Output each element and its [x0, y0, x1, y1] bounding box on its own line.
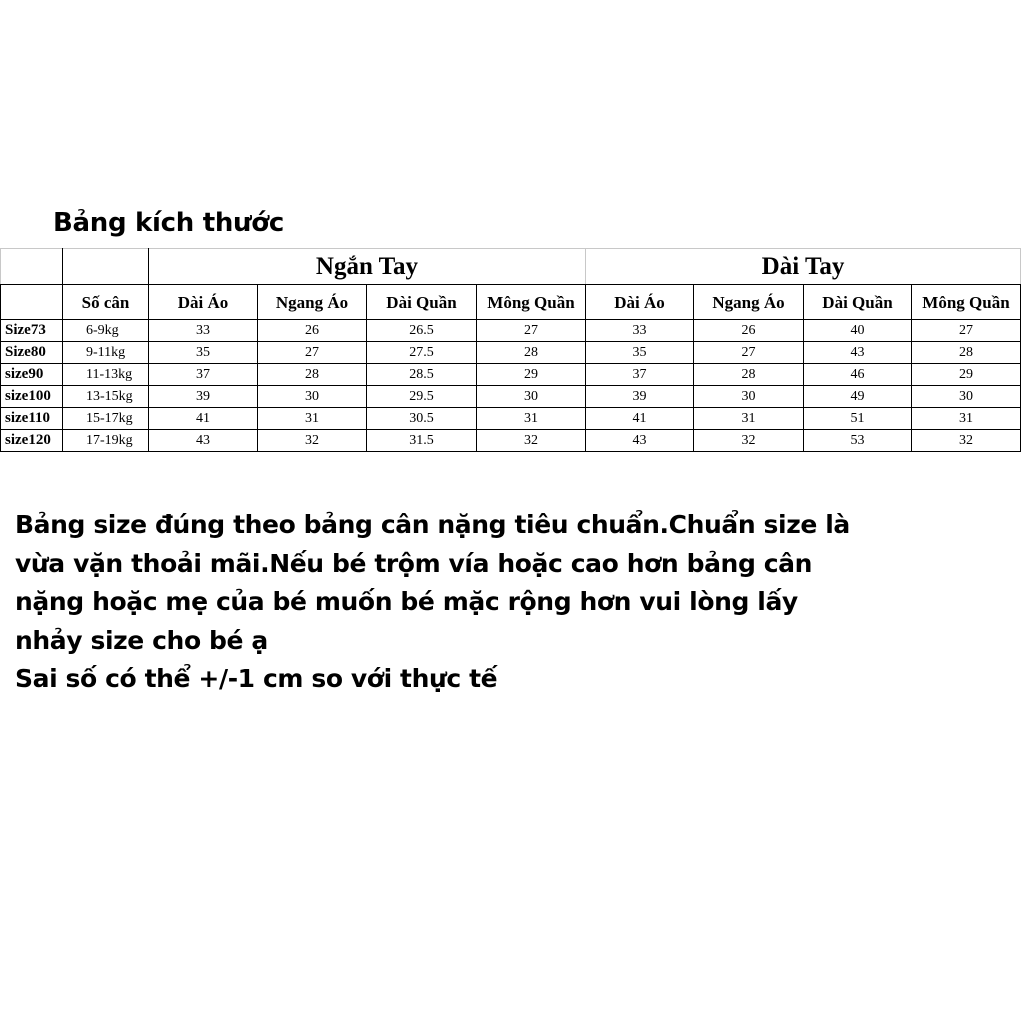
table-cell: 32 [912, 430, 1021, 452]
header-pants-length: Dài Quần [367, 285, 477, 320]
table-cell: 43 [586, 430, 694, 452]
table-cell: 35 [586, 342, 694, 364]
weight-cell: 17-19kg [63, 430, 149, 452]
table-cell: 51 [804, 408, 912, 430]
table-row [1, 386, 1021, 408]
table-cell: 49 [804, 386, 912, 408]
table-cell: 37 [586, 364, 694, 386]
table-cell: 26 [258, 320, 367, 342]
table-cell: 27 [477, 320, 586, 342]
table-cell: 29 [477, 364, 586, 386]
table-cell: 32 [477, 430, 586, 452]
table-cell: 31 [912, 408, 1021, 430]
note-line: nhảy size cho bé ạ [15, 625, 268, 655]
table-cell: 26 [694, 320, 804, 342]
header-shirt-width: Ngang Áo [694, 285, 804, 320]
table-cell: 31.5 [367, 430, 477, 452]
table-cell: 31 [477, 408, 586, 430]
table-row [1, 430, 1021, 452]
table-cell: 30 [912, 386, 1021, 408]
table-cell: 32 [258, 430, 367, 452]
table-cell: 39 [586, 386, 694, 408]
table-cell: 53 [804, 430, 912, 452]
table-cell: 37 [149, 364, 258, 386]
weight-cell: 13-15kg [63, 386, 149, 408]
table-cell: 27 [912, 320, 1021, 342]
table-cell: 33 [586, 320, 694, 342]
table-cell: 28.5 [367, 364, 477, 386]
group-header-short-sleeve: Ngắn Tay [149, 249, 586, 285]
header-hip-width: Mông Quần [912, 285, 1021, 320]
table-cell: 27 [258, 342, 367, 364]
header-weight: Số cân [63, 285, 149, 320]
table-cell: 33 [149, 320, 258, 342]
table-cell: 30 [477, 386, 586, 408]
table-cell: 35 [149, 342, 258, 364]
weight-cell: 9-11kg [63, 342, 149, 364]
table-cell: 39 [149, 386, 258, 408]
table-cell: 41 [586, 408, 694, 430]
table-cell: 29 [912, 364, 1021, 386]
table-cell: 32 [694, 430, 804, 452]
header-shirt-length: Dài Áo [586, 285, 694, 320]
table-row [1, 320, 1021, 342]
header-hip-width: Mông Quần [477, 285, 586, 320]
table-row [1, 342, 1021, 364]
table-cell: 28 [694, 364, 804, 386]
size-note [15, 506, 1015, 699]
header-cell [1, 285, 63, 320]
table-cell: 43 [804, 342, 912, 364]
table-cell: 46 [804, 364, 912, 386]
table-cell: 30 [694, 386, 804, 408]
size-label: size90 [1, 364, 63, 386]
note-line: Bảng size đúng theo bảng cân nặng tiêu chuẩn.Chuẩn size là [15, 510, 850, 539]
header-pants-length: Dài Quần [804, 285, 912, 320]
corner-cell [1, 249, 63, 285]
table-cell: 40 [804, 320, 912, 342]
table-cell: 27 [694, 342, 804, 364]
size-label: size100 [1, 386, 63, 408]
note-line: Sai số có thể +/-1 cm so với thực tế [15, 664, 498, 693]
table-cell: 30.5 [367, 408, 477, 430]
note-line: nặng hoặc mẹ của bé muốn bé mặc rộng hơn vui lòng lấy [15, 587, 798, 616]
table-cell: 28 [477, 342, 586, 364]
group-header-long-sleeve: Dài Tay [586, 249, 1021, 285]
size-label: size110 [1, 408, 63, 430]
table-cell: 28 [912, 342, 1021, 364]
size-label: size120 [1, 430, 63, 452]
weight-cell: 11-13kg [63, 364, 149, 386]
table-cell: 41 [149, 408, 258, 430]
size-label: Size73 [1, 320, 63, 342]
header-shirt-width: Ngang Áo [258, 285, 367, 320]
table-cell: 43 [149, 430, 258, 452]
weight-cell: 6-9kg [63, 320, 149, 342]
table-cell: 27.5 [367, 342, 477, 364]
table-cell: 30 [258, 386, 367, 408]
table-cell: 28 [258, 364, 367, 386]
table-cell: 29.5 [367, 386, 477, 408]
chart-title: Bảng kích thước [53, 208, 284, 238]
table-cell: 31 [694, 408, 804, 430]
header-shirt-length: Dài Áo [149, 285, 258, 320]
size-table [0, 248, 1021, 452]
note-line: vừa vặn thoải mãi.Nếu bé trộm vía hoặc cao hơn bảng cân [15, 548, 813, 578]
corner-cell [63, 249, 149, 285]
table-cell: 26.5 [367, 320, 477, 342]
table-row [1, 408, 1021, 430]
table-cell: 31 [258, 408, 367, 430]
table-row [1, 364, 1021, 386]
size-label: Size80 [1, 342, 63, 364]
weight-cell: 15-17kg [63, 408, 149, 430]
